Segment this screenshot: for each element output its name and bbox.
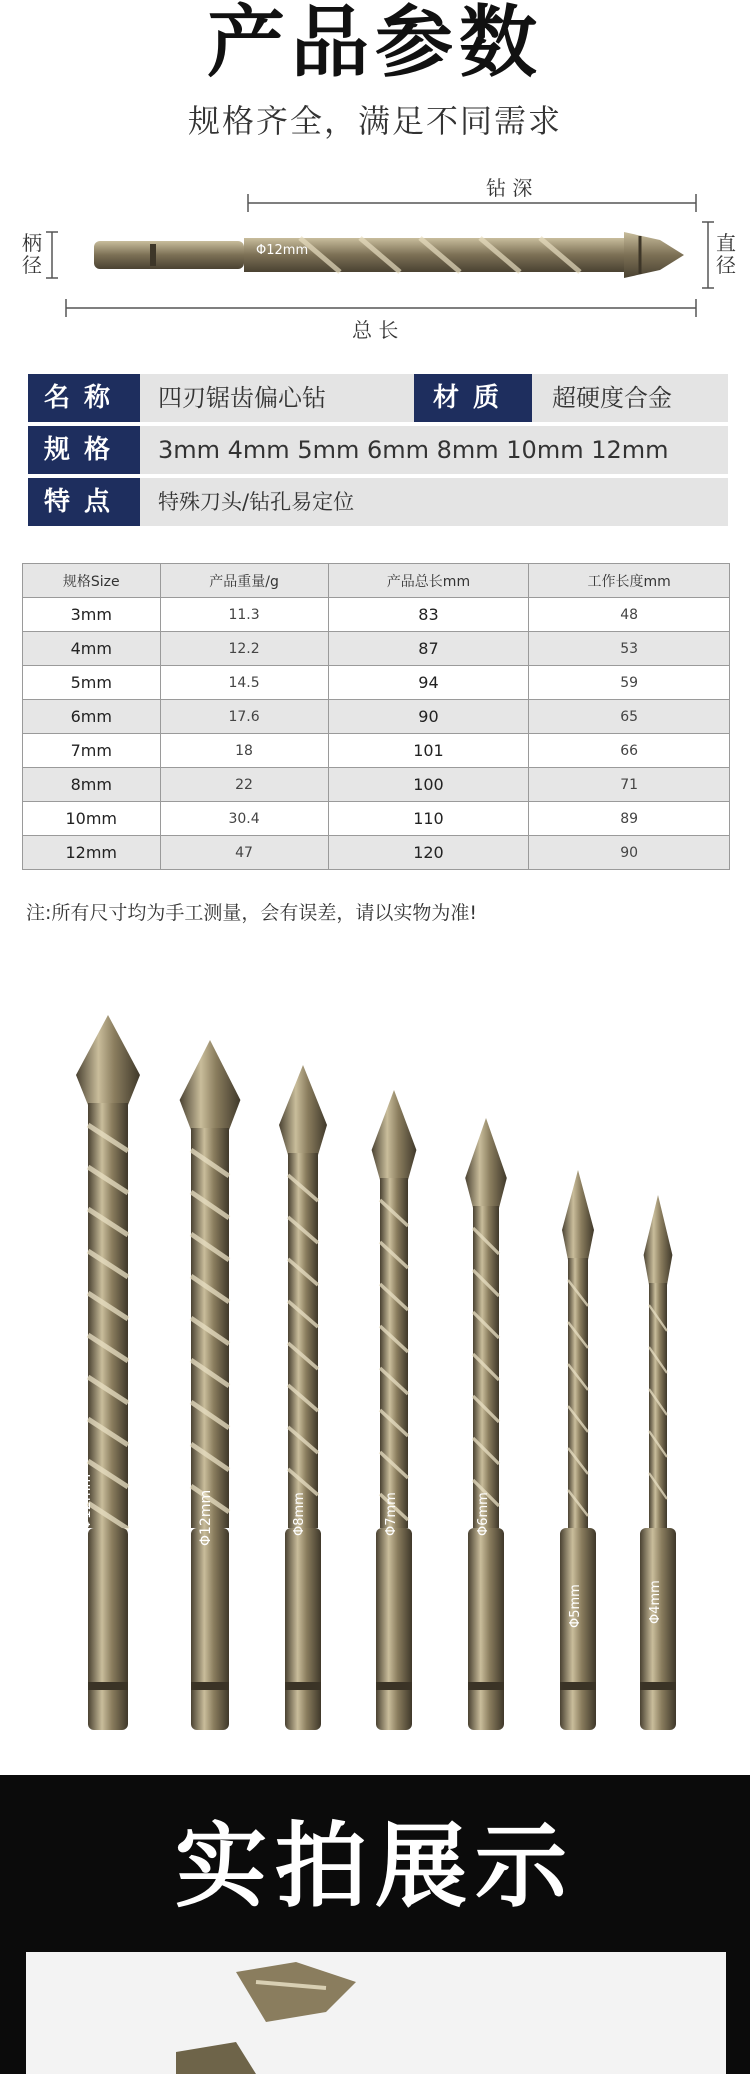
drill-bit [180, 1040, 241, 1730]
drill-dimension-diagram [0, 160, 750, 340]
drill-marking: Φ12mm [198, 1489, 214, 1546]
drill-marking: Φ8mm [292, 1492, 307, 1536]
column-header: 产品重量/g [160, 564, 328, 598]
drill-marking: Φ5mm [568, 1584, 583, 1628]
table-cell: 6mm [23, 700, 161, 734]
page-title: 产品参数 [206, 0, 543, 88]
table-cell: 12.2 [160, 632, 328, 666]
drill-set-image [0, 1000, 750, 1740]
info-value: 特殊刀头/钻孔易定位 [158, 490, 355, 514]
info-value: 3mm 4mm 5mm 6mm 8mm 10mm 12mm [158, 436, 669, 464]
table-cell: 30.4 [160, 802, 328, 836]
drill-marking: Φ4mm [648, 1580, 663, 1624]
shank-label: 柄径 [22, 231, 42, 277]
drill-diagram-svg [0, 160, 750, 340]
page-subtitle: 规格齐全，满足不同需求 [187, 102, 562, 140]
drill-bit [465, 1118, 507, 1730]
info-value: 超硬度合金 [552, 384, 672, 412]
table-cell: 3mm [23, 598, 161, 632]
info-row-name [28, 374, 728, 422]
table-row [23, 734, 730, 768]
table-cell: 4mm [23, 632, 161, 666]
table-cell: 110 [328, 802, 529, 836]
table-cell: 94 [328, 666, 529, 700]
column-header: 规格Size [23, 564, 161, 598]
table-cell: 83 [328, 598, 529, 632]
table-cell: 87 [328, 632, 529, 666]
drill-bit [560, 1170, 596, 1730]
drill-bit [372, 1090, 417, 1730]
table-cell: 100 [328, 768, 529, 802]
total-length-label: 总 长 [352, 318, 399, 342]
table-cell: 8mm [23, 768, 161, 802]
column-header: 工作长度mm [529, 564, 730, 598]
table-row [23, 768, 730, 802]
real-photo-svg [26, 1952, 726, 2074]
table-cell: 11.3 [160, 598, 328, 632]
info-row-feature [28, 478, 728, 526]
table-cell: 5mm [23, 666, 161, 700]
drill-marking: Φ12mm [78, 1473, 94, 1530]
info-key: 材质 [414, 374, 532, 422]
table-cell: 90 [328, 700, 529, 734]
table-cell: 65 [529, 700, 730, 734]
table-row [23, 700, 730, 734]
table-cell: 89 [529, 802, 730, 836]
column-header: 产品总长mm [328, 564, 529, 598]
shank-marking: Φ12mm [256, 243, 309, 258]
info-key: 特点 [28, 478, 140, 526]
info-key: 名称 [28, 374, 140, 422]
drill-bit [279, 1065, 327, 1730]
diameter-label: 直径 [716, 231, 736, 277]
table-cell: 18 [160, 734, 328, 768]
table-cell: 7mm [23, 734, 161, 768]
table-cell: 66 [529, 734, 730, 768]
table-cell: 12mm [23, 836, 161, 870]
table-cell: 59 [529, 666, 730, 700]
table-row [23, 598, 730, 632]
table-row [23, 666, 730, 700]
table-cell: 53 [529, 632, 730, 666]
table-row [23, 836, 730, 870]
section-title: 实拍展示 [174, 1813, 575, 1920]
info-row-spec [28, 426, 728, 474]
table-cell: 71 [529, 768, 730, 802]
info-key: 规格 [28, 426, 140, 474]
table-cell: 17.6 [160, 700, 328, 734]
spec-table [22, 563, 730, 870]
table-cell: 22 [160, 768, 328, 802]
table-cell: 120 [328, 836, 529, 870]
table-cell: 90 [529, 836, 730, 870]
drill-bit [640, 1195, 676, 1730]
table-row [23, 802, 730, 836]
drill-bit [76, 1015, 140, 1730]
table-cell: 10mm [23, 802, 161, 836]
drill-marking: Φ7mm [384, 1492, 399, 1536]
table-cell: 14.5 [160, 666, 328, 700]
drill-depth-label: 钻 深 [486, 176, 533, 200]
table-row [23, 632, 730, 666]
drill-marking: Φ6mm [476, 1492, 491, 1536]
measurement-note: 注:所有尺寸均为手工测量，会有误差，请以实物为准! [26, 902, 478, 924]
table-cell: 48 [529, 598, 730, 632]
info-value: 四刃锯齿偏心钻 [158, 384, 326, 412]
table-header-row [23, 564, 730, 598]
table-cell: 101 [328, 734, 529, 768]
drill-set-svg [0, 1000, 750, 1740]
real-photo [26, 1952, 726, 2074]
table-cell: 47 [160, 836, 328, 870]
